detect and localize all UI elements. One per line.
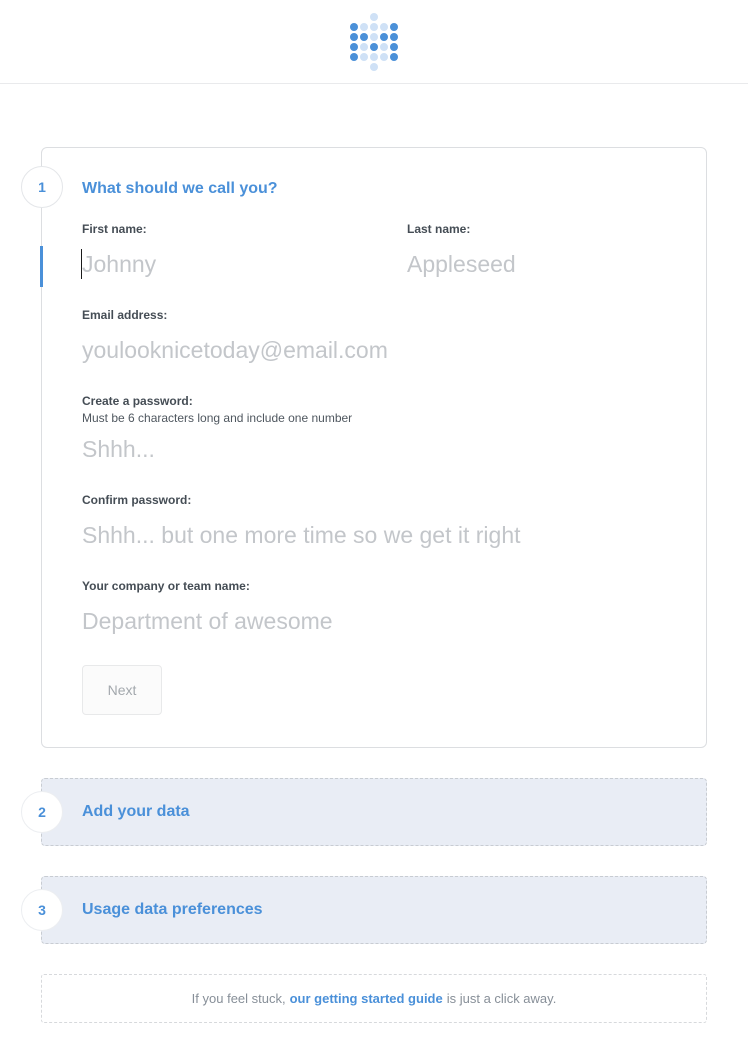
getting-started-guide-link[interactable]: our getting started guide bbox=[289, 991, 443, 1006]
password-hint: Must be 6 characters long and include one number bbox=[82, 411, 353, 425]
step1-number: 1 bbox=[38, 179, 46, 195]
last-name-label: Last name: bbox=[407, 222, 471, 236]
step2-title: Add your data bbox=[82, 803, 190, 820]
first-name-label: First name: bbox=[82, 222, 147, 236]
step3-number: 3 bbox=[38, 902, 46, 918]
first-name-input[interactable] bbox=[82, 244, 382, 284]
focused-field-indicator bbox=[40, 246, 43, 287]
step3-number-badge bbox=[21, 889, 63, 931]
step2-number: 2 bbox=[38, 804, 46, 820]
company-name-input[interactable] bbox=[82, 601, 666, 641]
app-header bbox=[0, 0, 748, 84]
text-cursor bbox=[81, 249, 82, 279]
step2-number-badge bbox=[21, 791, 63, 833]
step1-title: What should we call you? bbox=[82, 180, 278, 197]
step1-card bbox=[38, 147, 707, 748]
step3-title: Usage data preferences bbox=[82, 901, 263, 918]
company-name-label: Your company or team name: bbox=[82, 579, 250, 593]
help-text-after: is just a click away. bbox=[446, 991, 557, 1006]
geckoboard-dots-logo bbox=[349, 12, 399, 72]
confirm-password-label: Confirm password: bbox=[82, 493, 192, 507]
password-label: Create a password: bbox=[82, 394, 193, 408]
step2-section[interactable] bbox=[38, 778, 707, 846]
help-footer bbox=[41, 974, 707, 1023]
email-input[interactable] bbox=[82, 330, 666, 370]
help-text-before: If you feel stuck, bbox=[191, 991, 286, 1006]
confirm-password-input[interactable] bbox=[82, 515, 666, 555]
step1-number-badge bbox=[21, 166, 63, 208]
password-input[interactable] bbox=[82, 429, 666, 469]
next-button[interactable]: Next bbox=[82, 665, 162, 715]
last-name-input[interactable] bbox=[407, 244, 666, 284]
email-label: Email address: bbox=[82, 308, 168, 322]
step3-section[interactable] bbox=[38, 876, 707, 944]
